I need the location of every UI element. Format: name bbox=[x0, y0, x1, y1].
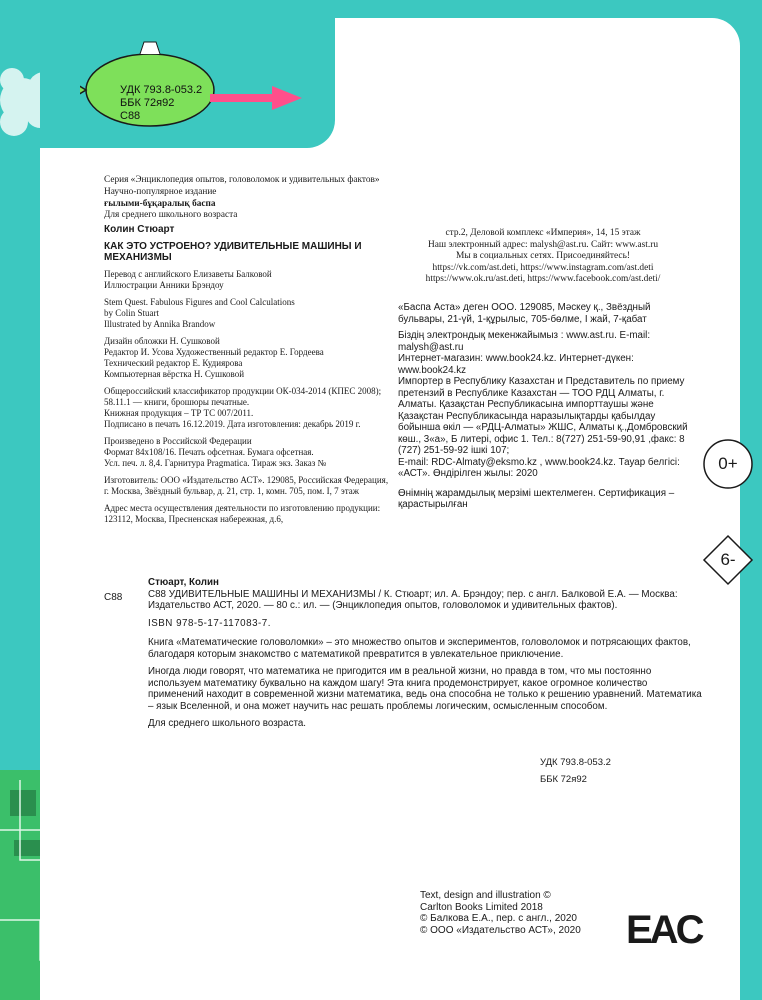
manufacturer-info: Изготовитель: ООО «Издательство АСТ». 129085, Российская Федерация, г. Москва, Звёздный бульвар, д. 21, стр. 1, комн. 705, пом. I, 7 этаж bbox=[104, 475, 389, 496]
imprint-left-column bbox=[104, 224, 389, 531]
validity-info: Өнімнің жарамдылық мерзімі шектелмеген. Сертификация – қарастырылған bbox=[398, 487, 675, 510]
age-rating-0: 0+ bbox=[718, 454, 738, 473]
isbn: ISBN 978-5-17-117083-7. bbox=[148, 617, 271, 629]
signed-date: Подписано в печать 16.12.2019. Дата изготовления: декабрь 2019 г. bbox=[104, 419, 361, 429]
address-continued: стр.2, Деловой комплекс «Империя», 14, 15 этаж bbox=[445, 228, 641, 238]
balloon-label bbox=[120, 84, 202, 123]
original-title: Stem Quest. Fabulous Figures and Cool Calculations bbox=[104, 297, 295, 307]
copyright-line-3: © Балкова Е.А., пер. с англ., 2020 bbox=[420, 913, 577, 924]
classifier-text: Общероссийский классификатор продукции ОК-034-2014 (КПЕС 2008); 58.11.1 — книги, брошюры печатные. bbox=[104, 386, 382, 407]
balloon-bbk: ББК 72я92 bbox=[120, 97, 175, 109]
udk-code: УДК 793.8-053.2 bbox=[540, 757, 611, 768]
translation-credit: Перевод с английского Елизаветы Балковой bbox=[104, 269, 272, 279]
bbk-code: ББК 72я92 bbox=[540, 774, 587, 785]
staff-credits bbox=[104, 336, 389, 380]
annotation-p1: Книга «Математические головоломки» – это множество опытов и экспериментов, головоломок и потрясающих фактов, благодаря которым знакомство с математикой превратится в увлекательное приключение. bbox=[148, 637, 691, 660]
bibliographic-record bbox=[104, 577, 704, 736]
series-name: Серия «Энциклопедия опытов, головоломок и удивительных фактов» bbox=[104, 175, 380, 185]
format-info: Формат 84х108/16. Печать офсетная. Бумага офсетная. bbox=[104, 447, 314, 457]
author-name: Колин Стюарт bbox=[104, 224, 175, 235]
original-author: by Colin Stuart bbox=[104, 308, 160, 318]
illustration-credit: Иллюстрации Анники Брэндоу bbox=[104, 280, 224, 290]
copyright-line-1: Text, design and illustration © bbox=[420, 890, 551, 901]
production-info bbox=[104, 436, 389, 469]
udk-block bbox=[540, 756, 611, 786]
importer-info: Импортер в Республику Казахстан и Представитель по приему претензий в Республике Казахстан — ТОО РДЦ Алматы, г. Алматы. Қазақстан Республикасына импорттаушы және Қазақстан Республикасында наразылықтарды қабылдау бойынша өкіл — «РДЦ-Алматы» ЖШС, Алматы қ.,Домбровский көш., 3«а», Б литері, офис 1. Тел.: 8(727) 251-59-90,91 ,факс: 8 (727) 251-59-92 ішкі 107; bbox=[398, 376, 688, 456]
original-edition bbox=[104, 297, 389, 330]
email-site: Наш электронный адрес: malysh@ast.ru. Сайт: www.ast.ru bbox=[427, 239, 659, 250]
sheets-info: Усл. печ. л. 8,4. Гарнитура Pragmatica. Тираж экз. Заказ № bbox=[104, 458, 327, 468]
series-type: Научно-популярное издание bbox=[104, 186, 217, 197]
balloon-udk: УДК 793.8-053.2 bbox=[120, 84, 203, 96]
kz-company: «Баспа Аста» деген ООО. 129085, Мәскеу қ., Звёздный бульвары, 21-үй, 1-құрылыс, 705-бөлме, I жай, 7-қабат bbox=[398, 302, 651, 325]
made-in: Произведено в Российской Федерации bbox=[104, 436, 252, 446]
annotation-age: Для среднего школьного возраста. bbox=[148, 718, 307, 729]
age-rating-6: 6- bbox=[720, 550, 736, 569]
balloon-code: С88 bbox=[120, 110, 141, 122]
annotation-p2: Иногда люди говорят, что математика не пригодится им в реальной жизни, но правда в том, что мы постоянно используем математику буквально на каждом шагу! Эта книга продемонстрирует, какое огромное количество применений находит в современной жизни математика, ведь она способна не только к решению уравнений. Математика – язык Вселенной, и она может научить нас решать проблемы логическим, осмысленным способом. bbox=[148, 666, 702, 712]
cover-design-credit: Дизайн обложки Н. Сушковой bbox=[104, 336, 220, 346]
kz-contact: E-mail: RDC-Almaty@eksmo.kz , www.book24.kz. Тауар белгісі: «АСТ». Өндірілген жылы: 2020 bbox=[398, 456, 680, 479]
social-links: https://vk.com/ast.deti, https://www.instagram.com/ast.deti https://www.ok.ru/ast.deti, https://www.facebook.com/ast.deti/ bbox=[425, 262, 661, 284]
book-title: КАК ЭТО УСТРОЕНО? УДИВИТЕЛЬНЫЕ МАШИНЫ И МЕХАНИЗМЫ bbox=[104, 241, 362, 263]
social-invite: Мы в социальных сетях. Присоединяйтесь! bbox=[456, 251, 630, 261]
print-info bbox=[104, 386, 389, 430]
imprint-right-kz bbox=[398, 302, 688, 516]
eac-mark-icon: EAC bbox=[626, 908, 702, 952]
imprint-right-top bbox=[398, 228, 688, 286]
copyright-line-4: © ООО «Издательство АСТ», 2020 bbox=[420, 924, 581, 936]
series-age: Для среднего школьного возраста bbox=[104, 210, 238, 221]
biblio-entry: С88 УДИВИТЕЛЬНЫЕ МАШИНЫ И МЕХАНИЗМЫ / К. Стюарт; ил. А. Брэндоу; пер. с англ. Балковой Е.А. — Москва: Издательство АСТ, 2020. — 80 с.: ил. — (Энциклопедия опытов, головоломок и удивительных фактов). bbox=[148, 588, 678, 611]
online-shop: Интернет-магазин: www.book24.kz. Интернет-дүкен: www.book24.kz bbox=[398, 353, 634, 376]
copyright-line-2: Carlton Books Limited 2018 bbox=[420, 901, 543, 913]
layout-credit: Компьютерная вёрстка Н. Сушковой bbox=[104, 369, 245, 379]
kz-email: Біздің электрондық мекенжайымыз : www.ast.ru. E-mail: malysh@ast.ru bbox=[398, 330, 651, 353]
biblio-code: С88 bbox=[104, 592, 123, 603]
copyright-block bbox=[420, 890, 581, 936]
series-type-kz: ғылыми-бұқаралық баспа bbox=[104, 198, 216, 209]
series-block bbox=[104, 175, 380, 222]
credits-translation bbox=[104, 269, 389, 291]
product-standard: Книжная продукция – ТР ТС 007/2011. bbox=[104, 408, 254, 418]
biblio-author: Стюарт, Колин bbox=[148, 577, 219, 588]
production-address: Адрес места осуществления деятельности по изготовлению продукции: 123112, Москва, Пресненская набережная, д.6, bbox=[104, 503, 381, 524]
original-illustrator: Illustrated by Annika Brandow bbox=[104, 319, 216, 329]
editor-credit: Редактор И. Усова Художественный редактор Е. Гордеева bbox=[104, 347, 324, 357]
tech-editor-credit: Технический редактор Е. Кудиярова bbox=[104, 358, 243, 368]
